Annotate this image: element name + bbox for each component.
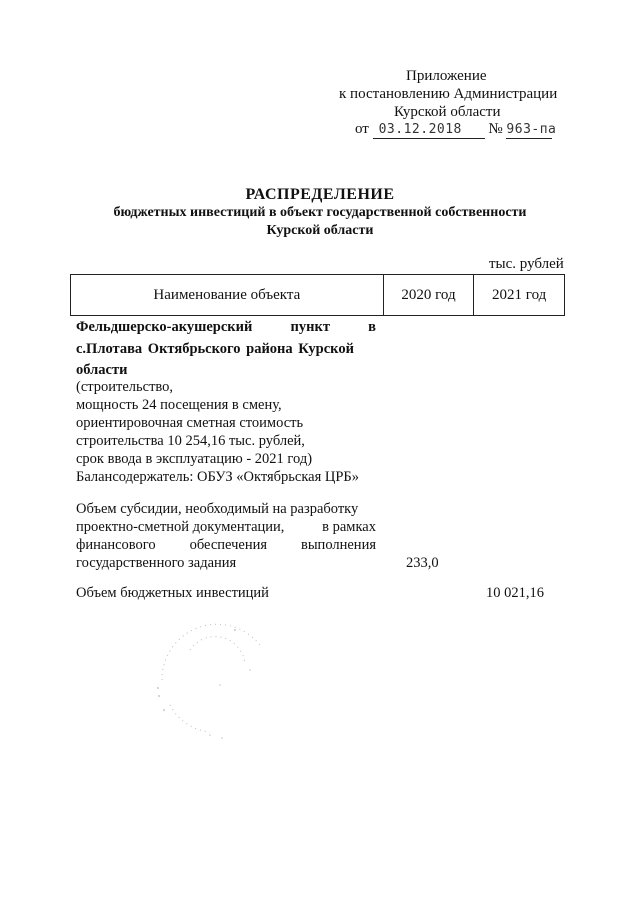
column-header-2020: 2020 год — [383, 275, 474, 316]
decree-number: 963-па — [506, 122, 557, 137]
appendix-decree-line: к постановлению Администрации — [339, 86, 558, 102]
object-name-word: пункт — [290, 319, 330, 335]
subsidy-word: выполнения — [300, 537, 376, 553]
document-subtitle: бюджетных инвестиций в объект государственной собственности — [113, 205, 527, 220]
subsidy-line2 — [76, 518, 376, 536]
document-title: РАСПРЕДЕЛЕНИЕ — [245, 186, 395, 203]
object-desc-line: строительства 10 254,16 тыс. рублей, — [76, 433, 305, 449]
column-header-name: Наименование объекта — [71, 275, 384, 316]
investment-label: Объем бюджетных инвестиций — [76, 585, 269, 601]
faint-stamp-icon — [150, 610, 280, 740]
investment-value-2021: 10 021,16 — [486, 585, 544, 601]
object-name-line1 — [76, 318, 376, 336]
units-label: тыс. рублей — [489, 256, 564, 272]
appendix-title: Приложение — [406, 68, 487, 84]
object-desc-line: (строительство, — [76, 379, 174, 395]
subsidy-word: финансового — [76, 537, 156, 553]
object-name-word: Фельдшерско-акушерский — [76, 319, 253, 335]
object-name-word: в — [368, 319, 376, 335]
subsidy-value-2020: 233,0 — [406, 555, 439, 571]
subsidy-word: проектно-сметной документации, — [76, 519, 285, 535]
decree-date: 03.12.2018 — [373, 121, 485, 139]
date-prefix: от — [355, 121, 369, 137]
subsidy-word: обеспечения — [189, 537, 268, 553]
object-desc-line: ориентировочная сметная стоимость — [76, 415, 304, 431]
header-table — [70, 274, 565, 316]
object-desc-line: срок ввода в эксплуатацию - 2021 год) — [76, 451, 313, 467]
subsidy-line4: государственного задания — [76, 555, 237, 571]
subsidy-line1: Объем субсидии, необходимый на разработку — [76, 501, 359, 517]
appendix-region: Курской области — [394, 104, 501, 120]
object-desc-line: Балансодержатель: ОБУЗ «Октябрьская ЦРБ» — [76, 469, 359, 485]
column-header-2021: 2021 год — [474, 275, 565, 316]
subsidy-line3 — [76, 536, 376, 554]
object-name-line2: с.Плотава Октябрьского района Курской — [76, 341, 354, 357]
subsidy-word: в рамках — [322, 519, 376, 535]
document-subtitle-region: Курской области — [266, 223, 374, 238]
object-desc-line: мощность 24 посещения в смену, — [76, 397, 282, 413]
number-prefix: № — [488, 121, 503, 137]
appendix-date-line — [355, 121, 557, 139]
object-name-line3: области — [76, 362, 128, 378]
